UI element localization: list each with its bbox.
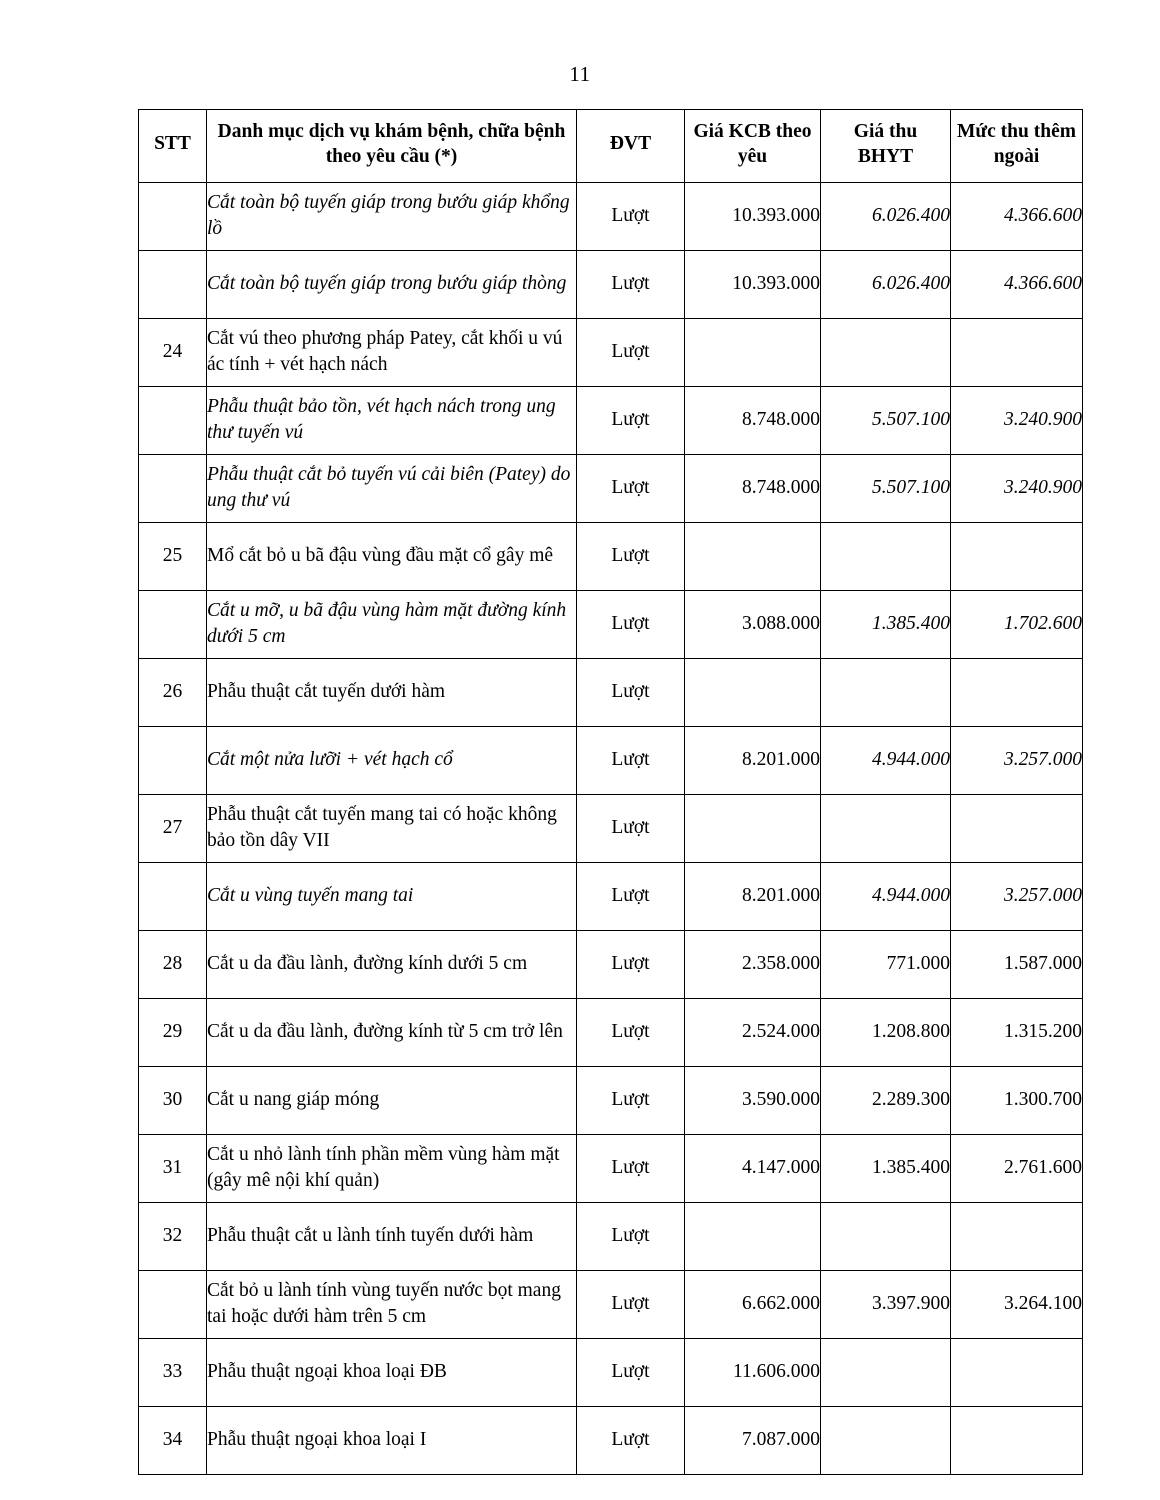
cell-dvt: Lượt <box>577 318 685 386</box>
table-row <box>139 1134 1083 1202</box>
cell-dvt: Lượt <box>577 658 685 726</box>
cell-extra-charge <box>951 318 1083 386</box>
table-row <box>139 998 1083 1066</box>
cell-extra-charge: 3.257.000 <box>951 862 1083 930</box>
table-row <box>139 794 1083 862</box>
cell-price-insurance: 5.507.100 <box>821 454 951 522</box>
cell-price-insurance <box>821 318 951 386</box>
cell-stt: 34 <box>139 1406 207 1474</box>
cell-price-request: 3.590.000 <box>685 1066 821 1134</box>
cell-dvt: Lượt <box>577 454 685 522</box>
cell-price-request <box>685 658 821 726</box>
cell-dvt: Lượt <box>577 998 685 1066</box>
cell-extra-charge <box>951 1338 1083 1406</box>
cell-extra-charge: 3.264.100 <box>951 1270 1083 1338</box>
cell-price-request <box>685 794 821 862</box>
header-service-name: Danh mục dịch vụ khám bệnh, chữa bệnh theo yêu cầu (*) <box>207 110 577 183</box>
header-price-insurance: Giá thu BHYT <box>821 110 951 183</box>
cell-stt: 33 <box>139 1338 207 1406</box>
cell-price-insurance <box>821 1406 951 1474</box>
cell-price-insurance: 6.026.400 <box>821 182 951 250</box>
table-header <box>139 110 1083 183</box>
cell-extra-charge: 1.587.000 <box>951 930 1083 998</box>
cell-price-request: 7.087.000 <box>685 1406 821 1474</box>
cell-stt: 29 <box>139 998 207 1066</box>
cell-stt: 31 <box>139 1134 207 1202</box>
cell-price-request <box>685 318 821 386</box>
cell-price-insurance: 3.397.900 <box>821 1270 951 1338</box>
price-table <box>138 109 1083 1475</box>
cell-extra-charge <box>951 1406 1083 1474</box>
cell-service-name: Phẫu thuật cắt tuyến mang tai có hoặc không bảo tồn dây VII <box>207 794 577 862</box>
cell-service-name: Phẫu thuật ngoại khoa loại I <box>207 1406 577 1474</box>
cell-service-name: Phẫu thuật cắt u lành tính tuyến dưới hàm <box>207 1202 577 1270</box>
cell-price-request: 8.748.000 <box>685 386 821 454</box>
table-row <box>139 590 1083 658</box>
cell-price-request: 2.358.000 <box>685 930 821 998</box>
cell-price-request: 8.748.000 <box>685 454 821 522</box>
cell-dvt: Lượt <box>577 522 685 590</box>
cell-extra-charge <box>951 794 1083 862</box>
cell-dvt: Lượt <box>577 930 685 998</box>
cell-stt <box>139 862 207 930</box>
cell-price-request <box>685 1202 821 1270</box>
cell-extra-charge <box>951 522 1083 590</box>
table-row <box>139 182 1083 250</box>
cell-service-name: Cắt toàn bộ tuyến giáp trong bướu giáp khổng lồ <box>207 182 577 250</box>
cell-extra-charge: 3.240.900 <box>951 386 1083 454</box>
cell-stt: 24 <box>139 318 207 386</box>
cell-stt <box>139 250 207 318</box>
cell-price-insurance <box>821 1202 951 1270</box>
cell-stt <box>139 726 207 794</box>
cell-service-name: Mổ cắt bỏ u bã đậu vùng đầu mặt cổ gây mê <box>207 522 577 590</box>
cell-dvt: Lượt <box>577 386 685 454</box>
cell-extra-charge: 2.761.600 <box>951 1134 1083 1202</box>
cell-price-request: 2.524.000 <box>685 998 821 1066</box>
cell-stt <box>139 182 207 250</box>
cell-stt: 27 <box>139 794 207 862</box>
cell-price-insurance <box>821 1338 951 1406</box>
cell-stt <box>139 590 207 658</box>
cell-price-insurance: 1.208.800 <box>821 998 951 1066</box>
cell-service-name: Cắt u nang giáp móng <box>207 1066 577 1134</box>
cell-dvt: Lượt <box>577 250 685 318</box>
cell-dvt: Lượt <box>577 1202 685 1270</box>
cell-price-request: 4.147.000 <box>685 1134 821 1202</box>
cell-price-request: 10.393.000 <box>685 250 821 318</box>
cell-stt: 28 <box>139 930 207 998</box>
cell-price-insurance: 771.000 <box>821 930 951 998</box>
cell-service-name: Cắt vú theo phương pháp Patey, cắt khối u vú ác tính + vét hạch nách <box>207 318 577 386</box>
cell-extra-charge <box>951 658 1083 726</box>
cell-dvt: Lượt <box>577 590 685 658</box>
table-row <box>139 930 1083 998</box>
table-row <box>139 658 1083 726</box>
table-row <box>139 1338 1083 1406</box>
cell-price-request: 3.088.000 <box>685 590 821 658</box>
cell-service-name: Cắt toàn bộ tuyến giáp trong bướu giáp thòng <box>207 250 577 318</box>
cell-price-request: 10.393.000 <box>685 182 821 250</box>
cell-stt <box>139 454 207 522</box>
table-row <box>139 1066 1083 1134</box>
cell-dvt: Lượt <box>577 726 685 794</box>
cell-extra-charge: 3.240.900 <box>951 454 1083 522</box>
cell-service-name: Cắt u vùng tuyến mang tai <box>207 862 577 930</box>
cell-dvt: Lượt <box>577 1338 685 1406</box>
cell-dvt: Lượt <box>577 1134 685 1202</box>
cell-price-request: 6.662.000 <box>685 1270 821 1338</box>
table-row <box>139 454 1083 522</box>
cell-service-name: Cắt bỏ u lành tính vùng tuyến nước bọt mang tai hoặc dưới hàm trên 5 cm <box>207 1270 577 1338</box>
cell-service-name: Cắt u mỡ, u bã đậu vùng hàm mặt đường kính dưới 5 cm <box>207 590 577 658</box>
cell-price-request <box>685 522 821 590</box>
page-number: 11 <box>569 62 591 86</box>
cell-price-insurance: 6.026.400 <box>821 250 951 318</box>
cell-price-insurance: 2.289.300 <box>821 1066 951 1134</box>
table-row <box>139 1270 1083 1338</box>
cell-service-name: Cắt u da đầu lành, đường kính dưới 5 cm <box>207 930 577 998</box>
cell-dvt: Lượt <box>577 182 685 250</box>
cell-price-insurance: 1.385.400 <box>821 590 951 658</box>
table-row <box>139 726 1083 794</box>
cell-service-name: Phẫu thuật cắt tuyến dưới hàm <box>207 658 577 726</box>
table-row <box>139 522 1083 590</box>
header-stt: STT <box>139 110 207 183</box>
cell-price-insurance: 1.385.400 <box>821 1134 951 1202</box>
table-row <box>139 862 1083 930</box>
cell-stt: 26 <box>139 658 207 726</box>
cell-price-insurance <box>821 794 951 862</box>
table-row <box>139 318 1083 386</box>
cell-price-request: 8.201.000 <box>685 726 821 794</box>
header-price-request: Giá KCB theo yêu <box>685 110 821 183</box>
cell-dvt: Lượt <box>577 1066 685 1134</box>
cell-dvt: Lượt <box>577 1406 685 1474</box>
cell-stt <box>139 386 207 454</box>
cell-price-insurance <box>821 522 951 590</box>
cell-price-insurance: 5.507.100 <box>821 386 951 454</box>
cell-service-name: Phẫu thuật cắt bỏ tuyến vú cải biên (Patey) do ung thư vú <box>207 454 577 522</box>
cell-service-name: Cắt u nhỏ lành tính phần mềm vùng hàm mặt (gây mê nội khí quản) <box>207 1134 577 1202</box>
table-body <box>139 182 1083 1474</box>
table-header-row <box>139 110 1083 183</box>
cell-stt: 30 <box>139 1066 207 1134</box>
cell-extra-charge: 3.257.000 <box>951 726 1083 794</box>
table-row <box>139 250 1083 318</box>
cell-stt: 25 <box>139 522 207 590</box>
cell-dvt: Lượt <box>577 794 685 862</box>
cell-extra-charge: 4.366.600 <box>951 182 1083 250</box>
cell-price-insurance <box>821 658 951 726</box>
cell-dvt: Lượt <box>577 862 685 930</box>
cell-service-name: Cắt u da đầu lành, đường kính từ 5 cm trở lên <box>207 998 577 1066</box>
cell-stt <box>139 1270 207 1338</box>
table-row <box>139 1406 1083 1474</box>
cell-service-name: Phẫu thuật ngoại khoa loại ĐB <box>207 1338 577 1406</box>
cell-price-insurance: 4.944.000 <box>821 726 951 794</box>
cell-dvt: Lượt <box>577 1270 685 1338</box>
cell-extra-charge <box>951 1202 1083 1270</box>
cell-price-request: 11.606.000 <box>685 1338 821 1406</box>
cell-extra-charge: 1.315.200 <box>951 998 1083 1066</box>
cell-price-request: 8.201.000 <box>685 862 821 930</box>
header-extra-charge: Mức thu thêm ngoài <box>951 110 1083 183</box>
cell-extra-charge: 1.300.700 <box>951 1066 1083 1134</box>
cell-stt: 32 <box>139 1202 207 1270</box>
cell-service-name: Phẫu thuật bảo tồn, vét hạch nách trong ung thư tuyến vú <box>207 386 577 454</box>
cell-extra-charge: 4.366.600 <box>951 250 1083 318</box>
cell-extra-charge: 1.702.600 <box>951 590 1083 658</box>
cell-price-insurance: 4.944.000 <box>821 862 951 930</box>
table-row <box>139 1202 1083 1270</box>
price-table-container <box>0 109 1160 1475</box>
header-dvt: ĐVT <box>577 110 685 183</box>
cell-service-name: Cắt một nửa lưỡi + vét hạch cổ <box>207 726 577 794</box>
table-row <box>139 386 1083 454</box>
